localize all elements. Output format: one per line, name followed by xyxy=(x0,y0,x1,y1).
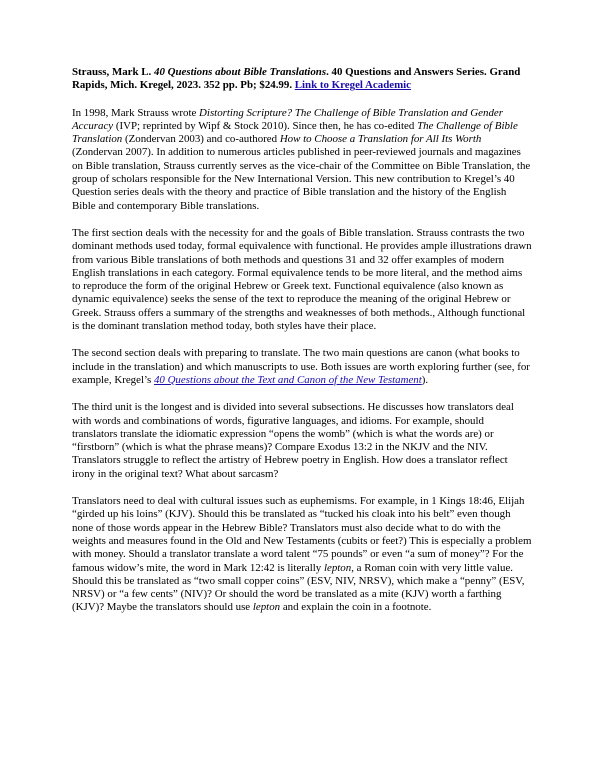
book-heading xyxy=(72,66,532,93)
italic-term: lepton xyxy=(323,561,352,574)
kregel-academic-link[interactable]: Link to Kregel Academic xyxy=(294,79,412,92)
book-title-italic: The Challenge of Bible Translation xyxy=(72,119,518,146)
paragraph-cultural-issues: Translators need to deal with cultural issues such as euphemisms. For example, in 1 Kings 18:46, Elijah “girded up his loins” (KJV). Should this be translated as “tucked his cloak into his belt” even though none of those words appear in the Hebrew Bible? Translators must also decide what to do with the weights and measures found in the Old and New Testaments (cubits or feet?) This is especially a problem with money. Should a translator translate a word talent “75 pounds” or even “a sum of money”? For the famous widow’s mite, the word in Mark 12:42 is literally lepton, a Roman coin with very little value. Should this be translated as “two small copper coins” (ESV, NIV, NRSV), which make a “penny” (ESV, NRSV) or “a few cents” (NIV)? Or should the word be translated as a mite (KJV) worth a farthing (KJV)? Maybe the translators should use lepton and explain the coin in a footnote. xyxy=(72,495,532,614)
paragraph-second-section: The second section deals with preparing to translate. The two main questions are canon (what books to include in the translation) and which manuscripts to use. Both issues are worth exploring further (see, for example, Kregel’s 40 Questions about the Text and Canon of the New Testament). xyxy=(72,347,530,386)
paragraph-first-section: The first section deals with the necessity for and the goals of Bible translation. Strauss contrasts the two dominant methods used today, formal equivalence with functional. He provides ample illustrations drawn from various Bible translations of both methods and questions 31 and 32 offer examples of modern English translations in each category. Formal equivalence tends to be more literal, and the method aims to reproduce the form of the original Hebrew or Greek text. Functional equivalence (also known as dynamic equivalence) seeks the sense of the text to reproduce the meaning of the original Hebrew or Greek. Strauss offers a summary of the strengths and weaknesses of both methods., Although functional is the dominant translation method today, both styles have their place. xyxy=(72,226,532,333)
italic-term: lepton xyxy=(252,601,281,614)
book-title-italic: Distorting Scripture? The Challenge of Bible Translation and Gender Accuracy xyxy=(72,106,503,132)
author-name: Strauss, Mark L. xyxy=(72,66,154,78)
paragraph-third-unit: The third unit is the longest and is divided into several subsections. He discusses how translators deal with words and combinations of words, figurative languages, and idioms. For example, should translators translate the idiomatic expression “opens the womb” (which is what the words are) or “firstborn” (which is what the phrase means)? Compare Exodus 13:2 in the NKJV and the NIV. Translators struggle to reflect the artistry of Hebrew poetry in English. How does a translator reflect irony in the original text? What about sarcasm? xyxy=(72,401,514,480)
text-and-canon-link[interactable]: 40 Questions about the Text and Canon of the New Testament xyxy=(153,373,422,386)
review-page xyxy=(72,66,532,629)
publication-details: . 40 Questions and Answers Series. Grand Rapids, Mich. Kregel, 2023. 352 pp. Pb; $24.99. xyxy=(72,66,521,92)
paragraph-intro: In 1998, Mark Strauss wrote Distorting Scripture? The Challenge of Bible Translation and Gender Accuracy (IVP; reprinted by Wipf & Stock 2010). Since then, he has co-edited The Challenge of Bible Translation (Zondervan 2003) and co-authored How to Choose a Translation for All Its Worth (Zondervan 2007). In addition to numerous articles published in peer-reviewed journals and magazines on Bible translation, Strauss currently serves as the vice-chair of the Committee on Bible Translation, the group of scholars responsible for the New International Version. This new contribution to Kregel’s 40 Question series deals with the theory and practice of Bible translation and the history of the English Bible and contemporary Bible translations. xyxy=(72,106,531,212)
book-title: 40 Questions about Bible Translations xyxy=(154,66,327,78)
book-title-italic: How to Choose a Translation for All Its Worth xyxy=(279,133,482,146)
